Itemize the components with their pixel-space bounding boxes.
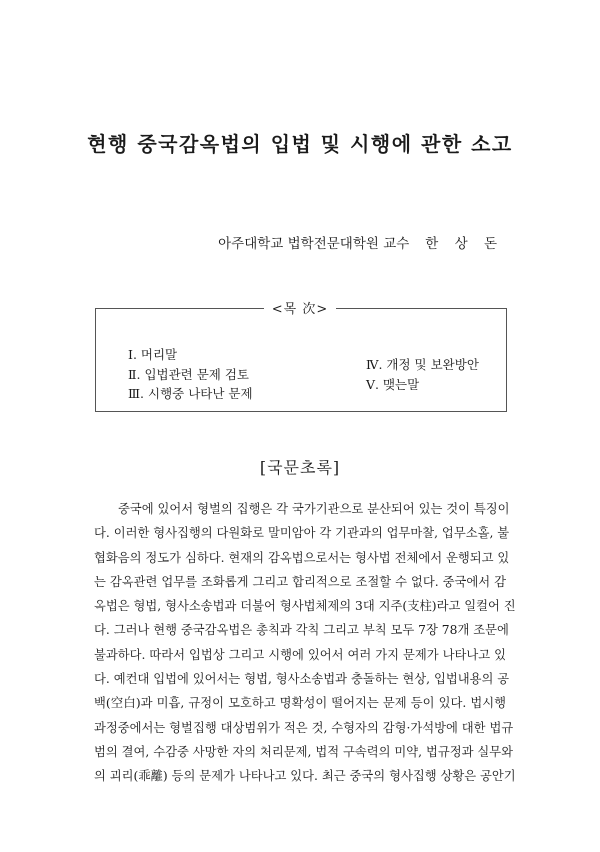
toc-item-5[interactable]: Ⅴ. 맺는말 <box>366 377 420 392</box>
toc-item-3[interactable]: Ⅲ. 시행중 나타난 문제 <box>128 386 253 401</box>
author-line <box>0 232 503 252</box>
abstract-line: 의 괴리(乖離) 등의 문제가 나타나고 있다. 최근 중국의 형사집행 상황은 공안기 <box>94 769 516 784</box>
abstract-line: 다. 이러한 형사집행의 다원화로 말미암아 각 기관과의 업무마찰, 업무소홀, 불 <box>94 526 510 541</box>
abstract-line: 다. 예컨대 입법에 있어서는 형법, 형사소송법과 충돌하는 현상, 입법내용의 공 <box>94 672 510 687</box>
toc-heading <box>0 298 600 317</box>
toc-item-1[interactable]: Ⅰ. 머리말 <box>128 347 178 362</box>
abstract-heading: [국문초록] <box>259 458 341 477</box>
toc-item-4[interactable]: Ⅳ. 개정 및 보완방안 <box>366 357 479 372</box>
abstract-line: 중국에 있어서 형벌의 집행은 각 국가기관으로 분산되어 있는 것이 특징이 <box>118 502 510 516</box>
author-name: 한 상 돈 <box>425 236 503 252</box>
abstract-line: 옥법은 형법, 형사소송법과 더불어 형사법체제의 3대 지주(支柱)라고 일컬어 진 <box>94 599 516 614</box>
abstract-line: 협화음의 정도가 심하다. 현재의 감옥법으로서는 형사법 전체에서 운행되고 있 <box>94 550 510 565</box>
abstract-line: 불과하다. 따라서 입법상 그리고 시행에 있어서 여러 가지 문제가 나타나고 있 <box>94 647 506 662</box>
page-title: 현행 중국감옥법의 입법 및 시행에 관한 소고 <box>87 132 513 156</box>
abstract-line: 범의 결여, 수감중 사망한 자의 처리문제, 법적 구속력의 미약, 법규정과 실무와 <box>94 744 514 759</box>
abstract-line: 과정중에서는 형벌집행 대상범위가 적은 것, 수형자의 감형·가석방에 대한 법규 <box>94 720 514 735</box>
abstract-line: 다. 그러나 현행 중국감옥법은 총칙과 각칙 그리고 부칙 모두 7장 78개 조문에 <box>94 623 509 638</box>
toc-heading-label: <목 次> <box>264 302 336 317</box>
toc-right-column <box>366 355 479 395</box>
toc-left-column <box>128 345 253 404</box>
toc-item-2[interactable]: Ⅱ. 입법관련 문제 검토 <box>128 366 249 382</box>
author-affiliation: 아주대학교 법학전문대학원 교수 <box>218 236 410 252</box>
abstract-body <box>94 497 516 789</box>
abstract-line: 는 감옥관련 업무를 조화롭게 그리고 합리적으로 조절할 수 없다. 중국에서 감 <box>94 574 506 589</box>
abstract-line: 백(空白)과 미흡, 규정이 모호하고 명확성이 떨어지는 문제 등이 있다. 법시행 <box>94 696 506 711</box>
